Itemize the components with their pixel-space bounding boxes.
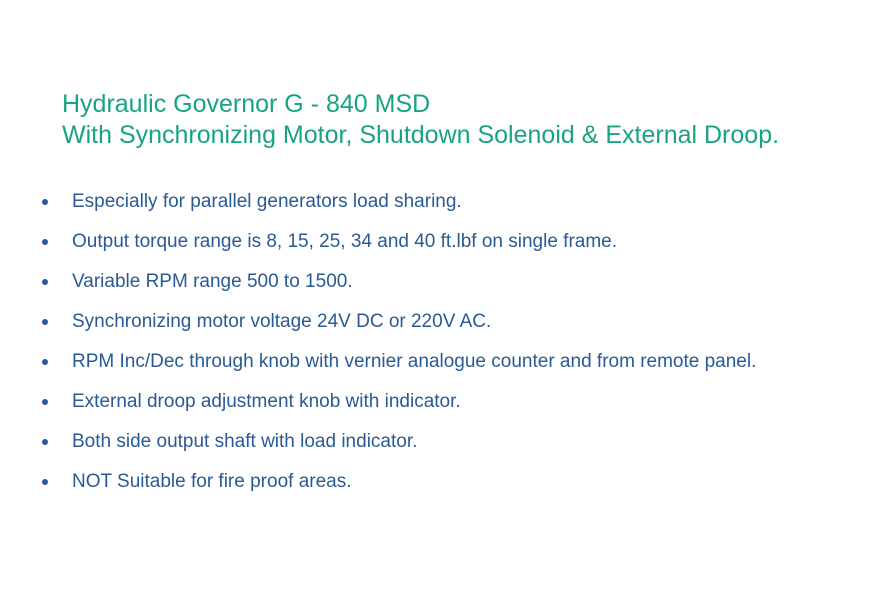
list-item-text: Variable RPM range 500 to 1500. — [72, 271, 353, 292]
bullet-icon — [42, 399, 48, 405]
bullet-icon — [42, 439, 48, 445]
list-item-text: Especially for parallel generators load sharing. — [72, 191, 462, 212]
list-item-text: Synchronizing motor voltage 24V DC or 220V AC. — [72, 311, 492, 332]
bullet-icon — [42, 479, 48, 485]
list-item-text: RPM Inc/Dec through knob with vernier analogue counter and from remote panel. — [72, 351, 757, 372]
bullet-icon — [42, 359, 48, 365]
title-line-2: With Synchronizing Motor, Shutdown Solenoid & External Droop. — [62, 121, 780, 149]
slide-title — [62, 89, 779, 151]
list-item-text: External droop adjustment knob with indicator. — [72, 391, 461, 412]
bullet-icon — [42, 279, 48, 285]
title-line-1: Hydraulic Governor G - 840 MSD — [62, 90, 431, 118]
list-item-text: NOT Suitable for fire proof areas. — [72, 471, 352, 492]
bullet-icon — [42, 239, 48, 245]
bullet-icon — [42, 319, 48, 325]
list-item-text: Both side output shaft with load indicator. — [72, 431, 418, 452]
bullet-icon — [42, 199, 48, 205]
list-item-text: Output torque range is 8, 15, 25, 34 and 40 ft.lbf on single frame. — [72, 231, 618, 252]
